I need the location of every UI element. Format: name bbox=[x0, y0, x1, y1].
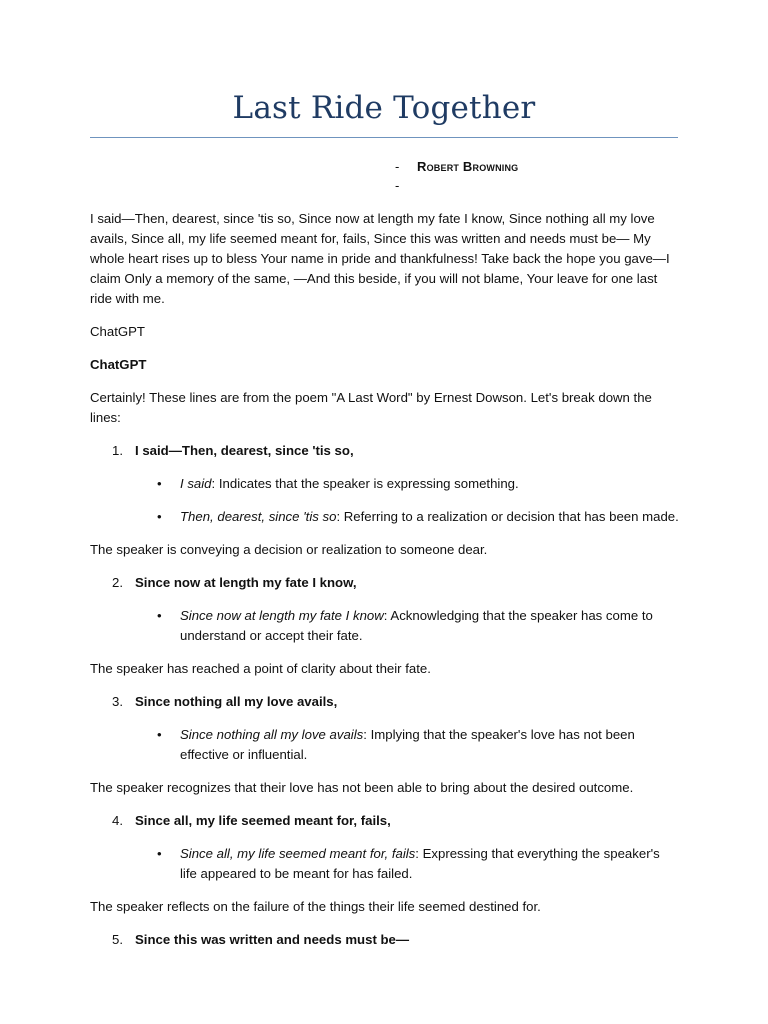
item-number: 2. bbox=[112, 575, 123, 590]
item-summary: The speaker recognizes that their love has not been able to bring about the desired outcome. bbox=[90, 780, 634, 795]
bullet-item bbox=[90, 474, 680, 494]
item-heading: Since all, my life seemed meant for, fails, bbox=[135, 813, 391, 828]
author-line-2 bbox=[395, 178, 417, 193]
poem-excerpt: I said—Then, dearest, since 'tis so, Since now at length my fate I know, Since nothing all my love avails, Since all, my life seemed meant for, fails, Since this was written and needs must be— My whole heart rises up to bless Your name in pride and thankfulness! Take back the hope you gave—I claim Only a memory of the same, —And this beside, if you will not blame, Your leave for one last ride with me. bbox=[90, 211, 670, 306]
bullet-icon: • bbox=[157, 509, 162, 524]
bullet-icon: • bbox=[157, 476, 162, 491]
item-heading: I said—Then, dearest, since 'tis so, bbox=[135, 443, 354, 458]
author-dash-2: - bbox=[395, 178, 400, 193]
item-summary: The speaker has reached a point of clarity about their fate. bbox=[90, 661, 431, 676]
author-line bbox=[395, 159, 518, 174]
bullet-term: I said bbox=[180, 476, 212, 491]
bullet-icon: • bbox=[157, 727, 162, 742]
numbered-item-5 bbox=[90, 930, 680, 950]
bullet-item bbox=[90, 844, 680, 884]
item-heading: Since this was written and needs must be— bbox=[135, 932, 410, 947]
bullet-item bbox=[90, 507, 680, 527]
bullet-term: Since all, my life seemed meant for, fails bbox=[180, 846, 416, 861]
bullet-term: Since nothing all my love avails bbox=[180, 727, 364, 742]
chatgpt-label: ChatGPT bbox=[90, 324, 145, 339]
item-summary: The speaker reflects on the failure of the things their life seemed destined for. bbox=[90, 899, 541, 914]
item-number: 4. bbox=[112, 813, 123, 828]
bullet-term: Since now at length my fate I know bbox=[180, 608, 384, 623]
bullet-desc: : Referring to a realization or decision that has been made. bbox=[336, 509, 679, 524]
bullet-desc: : Implying that the speaker's love has not been effective or influential. bbox=[180, 727, 635, 762]
item-heading: Since now at length my fate I know, bbox=[135, 575, 357, 590]
document-body bbox=[90, 209, 680, 963]
item-number: 5. bbox=[112, 932, 123, 947]
bullet-item bbox=[90, 725, 680, 765]
bullet-desc: : Indicates that the speaker is expressing something. bbox=[211, 476, 519, 491]
numbered-item-2 bbox=[90, 573, 680, 593]
chatgpt-label-bold: ChatGPT bbox=[90, 357, 147, 372]
title-divider bbox=[90, 137, 678, 138]
numbered-item-1 bbox=[90, 441, 680, 461]
bullet-item bbox=[90, 606, 680, 646]
item-summary: The speaker is conveying a decision or realization to someone dear. bbox=[90, 542, 488, 557]
item-number: 3. bbox=[112, 694, 123, 709]
author-dash: - bbox=[395, 159, 400, 174]
item-number: 1. bbox=[112, 443, 123, 458]
response-lead: Certainly! These lines are from the poem "A Last Word" by Ernest Dowson. Let's break down the lines: bbox=[90, 390, 652, 425]
bullet-desc: : Acknowledging that the speaker has come to understand or accept their fate. bbox=[180, 608, 653, 643]
author-name: Robert Browning bbox=[417, 159, 519, 174]
numbered-item-4 bbox=[90, 811, 680, 831]
page-title: Last Ride Together bbox=[232, 90, 536, 126]
bullet-desc: : Expressing that everything the speaker's life appeared to be meant for has failed. bbox=[180, 846, 660, 881]
numbered-item-3 bbox=[90, 692, 680, 712]
bullet-icon: • bbox=[157, 608, 162, 623]
bullet-icon: • bbox=[157, 846, 162, 861]
item-heading: Since nothing all my love avails, bbox=[135, 694, 338, 709]
bullet-term: Then, dearest, since 'tis so bbox=[180, 509, 337, 524]
